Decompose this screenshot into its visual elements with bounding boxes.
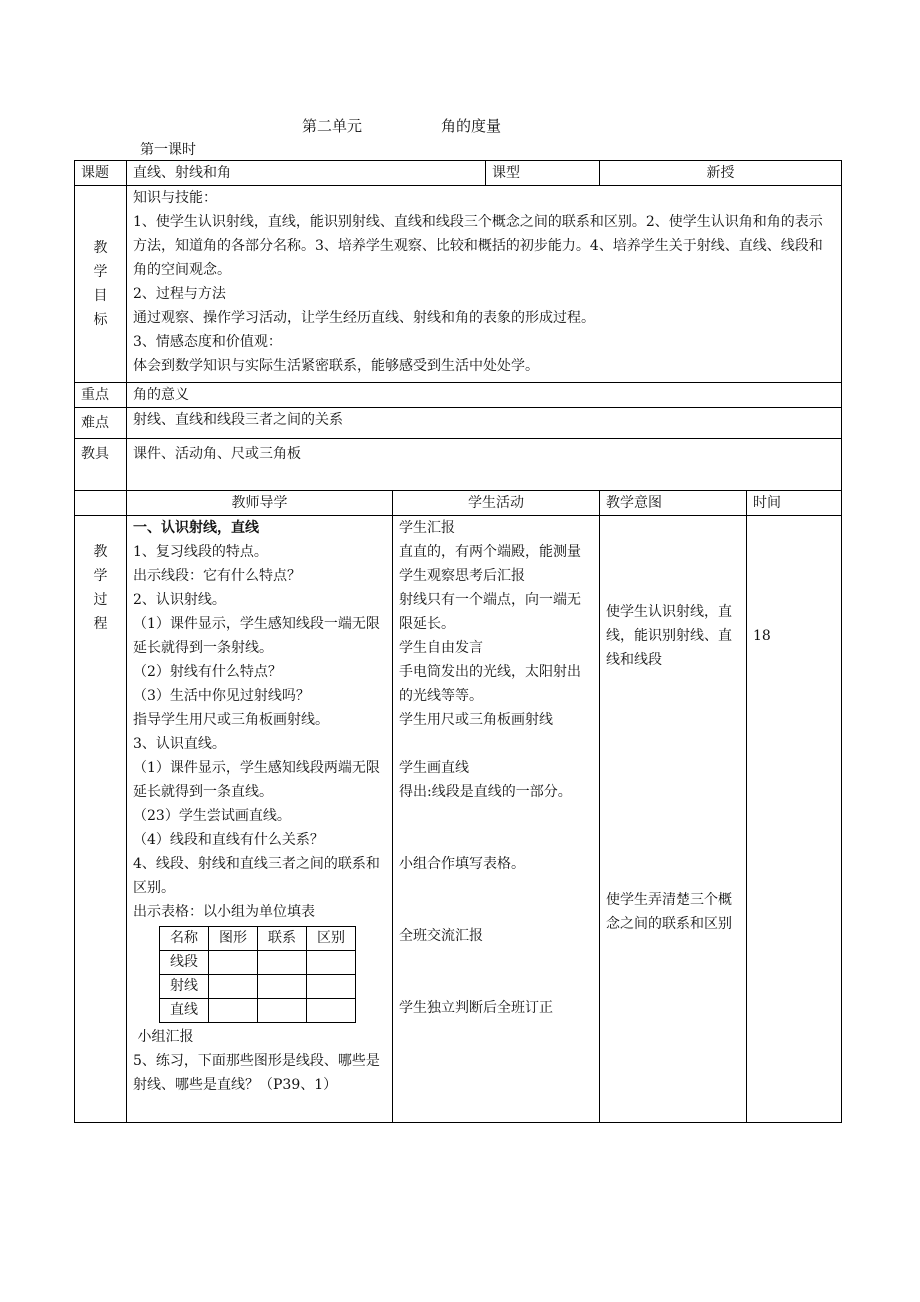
goals-content [127,186,842,383]
comparison-header: 名称 [160,927,209,951]
comparison-header: 联系 [258,927,307,951]
difficulty-label: 难点 [75,408,127,439]
comparison-table [159,926,356,1023]
teacher-line: 4、线段、射线和直线三者之间的联系和区别。 [133,856,380,896]
teacher-line: （3）生活中你见过射线吗？ [133,688,310,704]
teacher-col-header: 教师导学 [127,491,393,516]
teaching-intent [600,516,747,1123]
comparison-row-label: 直线 [160,999,209,1023]
student-line: 学生用尺或三角板画射线 [399,712,553,728]
process-label: 教 学 过 程 [75,516,127,1123]
goals-line: 1、使学生认识射线，直线，能识别射线、直线和线段三个概念之间的联系和区别。2、使学生认识角和角的表示方法，知道角的各部分名称。3、培养学生观察、比较和概括的初步能力。4、培养学生关于射线、直线、线段和角的空间观念。 [133,214,823,278]
topic-label: 课题 [75,161,127,186]
teacher-line: （4）线段和直线有什么关系？ [133,832,324,848]
student-line: 射线只有一个端点，向一端无限延长。 [399,592,581,632]
comparison-header: 区别 [307,927,356,951]
goals-label: 教 学 目 标 [75,186,127,383]
topic-value: 直线、射线和角 [127,161,486,186]
student-line: 学生独立判断后全班订正 [399,1000,553,1016]
key-point-value: 角的意义 [127,383,842,408]
tools-value: 课件、活动角、尺或三角板 [127,439,842,491]
teacher-line: 1、复习线段的特点。 [133,544,268,560]
student-line: 得出:线段是直线的一部分。 [399,784,572,800]
student-line [399,732,593,756]
student-line [399,804,593,852]
teacher-line: 出示表格：以小组为单位填表 [133,904,315,920]
intent-1: 使学生认识射线，直线，能识别射线、直线和线段 [606,604,732,668]
student-line: 学生观察思考后汇报 [399,568,525,584]
goals-line: 知识与技能： [133,190,217,206]
tools-row [75,439,842,491]
teacher-line: 3、认识直线。 [133,736,226,752]
student-line: 小组合作填写表格。 [399,856,525,872]
time-value: 18 [753,628,771,644]
student-line: 学生汇报 [399,520,455,536]
teacher-line: 出示线段：它有什么特点？ [133,568,301,584]
lesson-label: 第一课时 [140,142,196,158]
unit-label: 第二单元 [302,117,363,135]
time-cell [747,516,842,1123]
goals-line: 3、情感态度和价值观： [133,334,282,350]
page-title [0,115,920,135]
goals-line: 2、过程与方法 [133,286,226,302]
unit-title: 角的度量 [441,117,502,135]
comparison-header: 图形 [209,927,258,951]
teacher-line: 小组汇报 [133,1029,194,1045]
difficulty-value: 射线、直线和线段三者之间的关系 [127,408,842,439]
student-line [399,972,593,996]
teacher-line: （2）射线有什么特点？ [133,664,282,680]
teacher-line: 指导学生用尺或三角板画射线。 [133,712,329,728]
intent-col-header: 教学意图 [600,491,747,516]
difficulty-row [75,408,842,439]
goals-line: 通过观察、操作学习活动，让学生经历直线、射线和角的表象的形成过程。 [133,310,595,326]
teacher-line: 2、认识射线。 [133,592,226,608]
teacher-line: （1）课件显示，学生感知线段一端无限延长就得到一条射线。 [133,616,380,656]
student-col-header: 学生活动 [393,491,600,516]
teacher-line: 5、练习，下面那些图形是线段、哪些是射线、哪些是直线？（P39、1） [133,1053,380,1093]
teacher-guidance [127,516,393,1123]
process-body-row [75,516,842,1123]
lesson-plan-table [74,160,842,1123]
type-value: 新授 [600,161,842,186]
time-col-header: 时间 [747,491,842,516]
key-point-label: 重点 [75,383,127,408]
comparison-row-label: 射线 [160,975,209,999]
student-line: 直直的，有两个端殿，能测量 [399,544,581,560]
tools-label: 教具 [75,439,127,491]
key-point-row [75,383,842,408]
topic-row [75,161,842,186]
comparison-row-label: 线段 [160,951,209,975]
student-activities [393,516,600,1123]
goals-line: 体会到数学知识与实际生活紧密联系，能够感受到生活中处处学。 [133,358,539,374]
teacher-line: （23）学生尝试画直线。 [133,808,291,824]
student-line [399,876,593,900]
student-line [399,948,593,972]
student-line [399,900,593,924]
student-line: 学生自由发言 [399,640,483,656]
teacher-heading: 一、认识射线，直线 [133,520,259,536]
student-line: 全班交流汇报 [399,928,483,944]
intent-2: 使学生弄清楚三个概念之间的联系和区别 [606,892,732,932]
process-header-row [75,491,842,516]
goals-row [75,186,842,383]
student-line: 学生画直线 [399,760,469,776]
type-label: 课型 [486,161,600,186]
teacher-line: （1）课件显示，学生感知线段两端无限延长就得到一条直线。 [133,760,380,800]
student-line: 手电筒发出的光线，太阳射出的光线等等。 [399,664,581,704]
